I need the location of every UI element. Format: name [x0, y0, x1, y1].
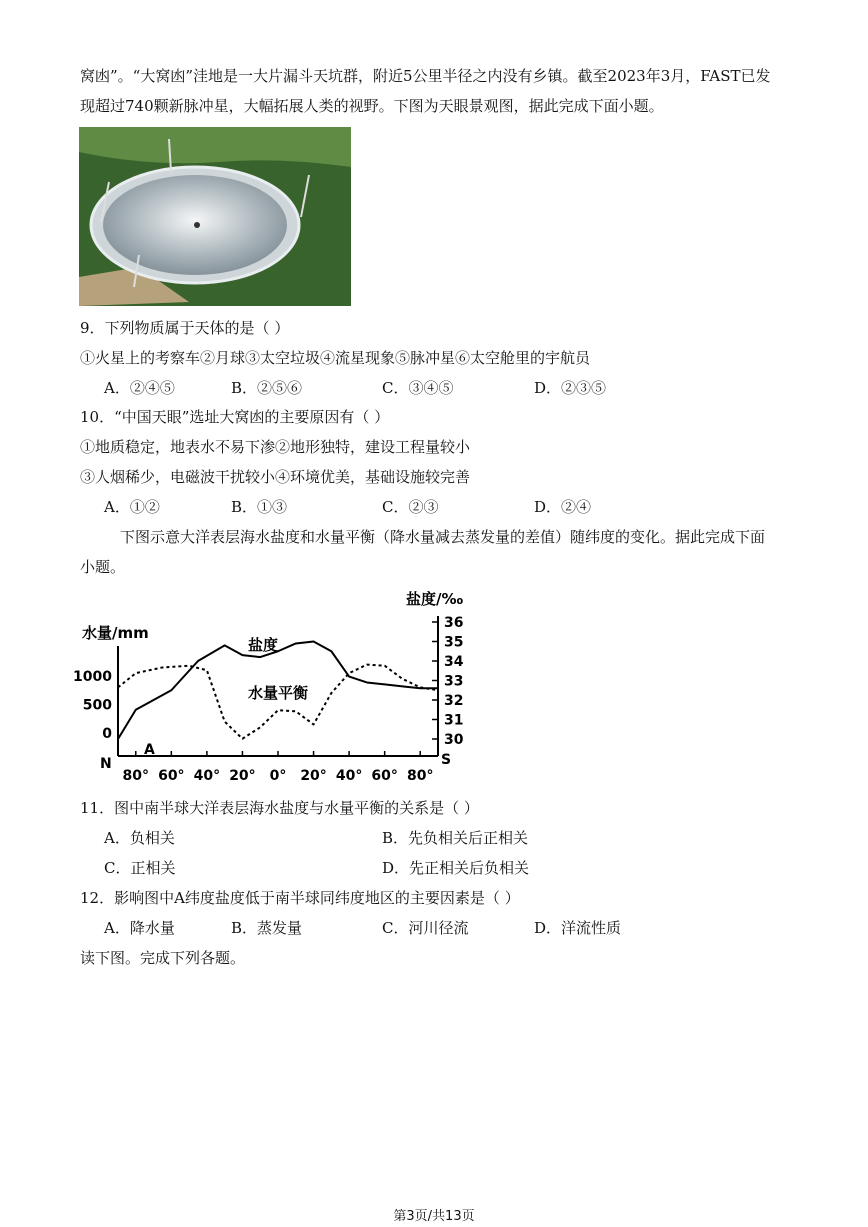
- q9-stem: 9．下列物质属于天体的是（ ）: [80, 319, 290, 337]
- chart-intro-line-1: 下图示意大洋表层海水盐度和水量平衡（降水量减去蒸发量的差值）随纬度的变化。据此完成下面: [120, 528, 766, 546]
- q10-option-b: B．①③: [231, 498, 288, 516]
- q12-option-a: A．降水量: [104, 919, 175, 937]
- x-end-label: S: [441, 752, 452, 768]
- x-tick-label: 40°: [193, 768, 221, 784]
- left-axis-label: 水量/mm: [82, 624, 149, 642]
- right-tick-label: 32: [444, 693, 464, 709]
- left-tick-label: 0: [102, 726, 112, 742]
- q9-items: ①火星上的考察车②月球③太空垃圾④流星现象⑤脉冲星⑥太空舱里的宇航员: [80, 349, 591, 367]
- fast-telescope-photo: [79, 127, 351, 306]
- intro-line-2: 现超过740颗新脉冲星，大幅拓展人类的视野。下图为天眼景观图，据此完成下面小题。: [80, 97, 664, 115]
- right-tick-label: 31: [444, 712, 464, 729]
- q12-option-d: D．洋流性质: [534, 919, 622, 937]
- x-tick-label: 60°: [158, 768, 185, 784]
- x-tick-label: 0°: [269, 768, 287, 784]
- x-tick-label: 40°: [335, 768, 363, 784]
- q10-option-a: A．①②: [104, 498, 160, 516]
- x-tick-label: 60°: [371, 768, 398, 784]
- q10-option-c: C．②③: [382, 498, 439, 516]
- water-balance-series-label: 水量平衡: [248, 684, 309, 702]
- q10-stem: 10．“中国天眼”选址大窝凼的主要原因有（ ）: [80, 408, 390, 426]
- page-footer: 第3页/共13页: [393, 1209, 475, 1224]
- salinity-series-label: 盐度: [248, 636, 279, 654]
- q9-option-b: B．②⑤⑥: [231, 379, 303, 397]
- q10-items-2: ③人烟稀少，电磁波干扰较小④环境优美，基础设施较完善: [80, 468, 471, 486]
- q9-option-d: D．②③⑤: [534, 379, 607, 397]
- right-tick-label: 34: [444, 654, 464, 670]
- left-tick-label: 500: [82, 697, 112, 714]
- q9-option-a: A．②④⑤: [104, 379, 175, 397]
- x-start-label: N: [100, 756, 112, 772]
- q10-option-d: D．②④: [534, 498, 592, 516]
- salinity-water-balance-chart: [73, 586, 478, 786]
- q11-option-d: D．先正相关后负相关: [382, 859, 530, 877]
- chart-intro-line-2: 小题。: [80, 558, 126, 576]
- right-tick-label: 33: [444, 673, 464, 690]
- right-axis-label: 盐度/‰: [406, 590, 464, 608]
- x-tick-label: 20°: [300, 768, 327, 784]
- x-tick-label: 80°: [406, 768, 434, 784]
- q12-option-c: C．河川径流: [382, 919, 469, 937]
- q12-stem: 12．影响图中A纬度盐度低于南半球同纬度地区的主要因素是（ ）: [80, 889, 520, 907]
- closing-line: 读下图。完成下列各题。: [80, 949, 246, 967]
- q12-option-b: B．蒸发量: [231, 919, 303, 937]
- q10-items-1: ①地质稳定，地表水不易下渗②地形独特，建设工程量较小: [80, 438, 471, 456]
- right-tick-label: 30: [444, 732, 464, 748]
- intro-line-1: 窝凼”。“大窝凼”洼地是一大片漏斗天坑群，附近5公里半径之内没有乡镇。截至2023年3月，FAST已发: [80, 67, 771, 85]
- right-tick-label: 35: [444, 634, 464, 651]
- point-a-label: A: [144, 742, 155, 758]
- q11-option-c: C．正相关: [104, 859, 176, 877]
- x-tick-label: 20°: [229, 768, 256, 784]
- q9-option-c: C．③④⑤: [382, 379, 454, 397]
- q11-option-a: A．负相关: [104, 829, 175, 847]
- right-tick-label: 36: [444, 615, 464, 631]
- x-tick-label: 80°: [122, 768, 150, 784]
- q11-option-b: B．先负相关后正相关: [382, 829, 529, 847]
- q11-stem: 11．图中南半球大洋表层海水盐度与水量平衡的关系是（ ）: [80, 799, 479, 817]
- left-tick-label: 1000: [73, 669, 112, 685]
